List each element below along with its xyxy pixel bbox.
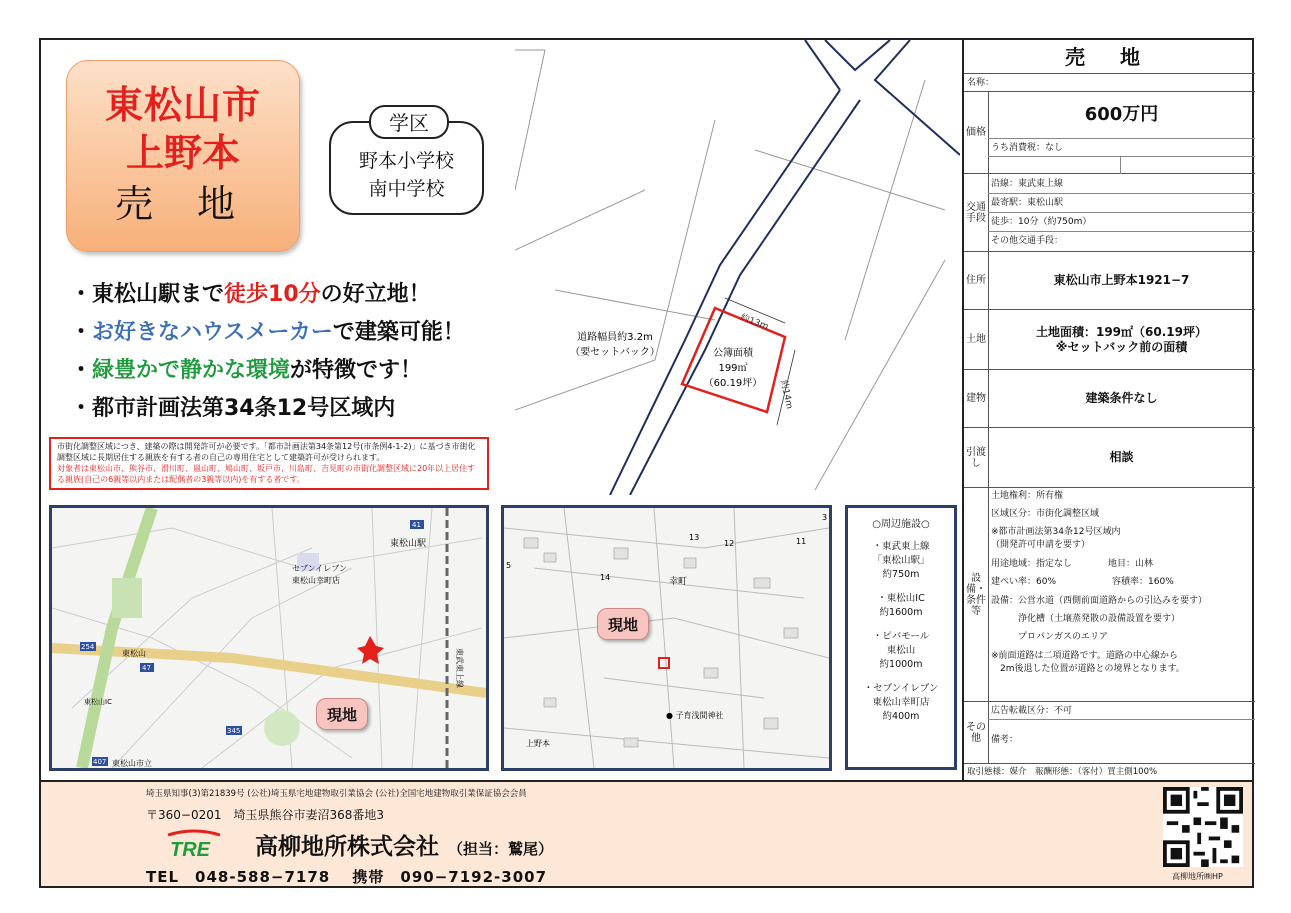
map-area-label: 東松山: [122, 649, 146, 658]
block-3: 3: [822, 513, 828, 522]
route-47: 47: [142, 664, 151, 672]
land-rights: 土地権利：所有権: [991, 491, 1064, 501]
dim-side-label: 約14m: [778, 379, 794, 410]
area-map[interactable]: [49, 505, 489, 771]
remarks: 備考：: [991, 735, 1019, 745]
land-label: 土地: [964, 310, 989, 369]
company-name: 高柳地所株式会社 （担当：鷲尾）: [255, 834, 554, 860]
title-type: 売 地: [114, 182, 252, 226]
spec-header: 売 地: [964, 40, 1255, 74]
title-card: [66, 60, 300, 252]
address-label: 住所: [964, 252, 989, 309]
facility-store: ・セブンイレブン 東松山幸町店 約400m: [863, 683, 939, 722]
equipment-water: 設備：公営水道（西側前面道路からの引込みを要す）: [991, 596, 1208, 606]
spec-name: 名称：: [964, 74, 1255, 92]
contact-person: （担当：鷲尾）: [448, 840, 554, 858]
block-13: 13: [689, 533, 700, 542]
floor-area-ratio: 容積率：160%: [1112, 577, 1174, 587]
urban-note1: ※都市計画法第34条12号区域内: [991, 527, 1121, 537]
bullet-1: ・東松山駅まで徒歩10分の好立地！: [70, 282, 431, 307]
elementary-school: 野本小学校: [358, 150, 454, 172]
spec-land-row: [964, 310, 1255, 370]
price-value: 600万円: [988, 92, 1255, 139]
spec-transport-row: [964, 174, 1255, 252]
road-note1: ※前面道路は二項道路です。道路の中心線から: [991, 651, 1178, 661]
land-category: 地目：山林: [1108, 559, 1154, 569]
building-coverage: 建ぺい率：60%: [991, 577, 1057, 587]
transaction-type: 取引態様：媒介 報酬形態：（客付）買主側100%: [967, 767, 1158, 777]
facility-label: 設備・条件等: [964, 488, 989, 701]
handover-value: 相談: [1109, 450, 1134, 464]
transport-label: 交通手段: [964, 174, 989, 251]
price-tax: うち消費税：なし: [988, 139, 1255, 157]
transport-line: 沿線：東武東上線: [988, 174, 1255, 194]
svg-text:TRE: TRE: [170, 839, 210, 859]
facility-ic: ・東松山IC 約1600m: [877, 593, 925, 618]
facility-mall: ・ピバモール 東松山 約1000m: [872, 631, 930, 670]
map2-area-label: 上野本: [526, 739, 550, 748]
qr-caption: 高柳地所㈱HP: [1172, 872, 1223, 881]
map1-callout: 現地: [316, 698, 368, 730]
route-254: 254: [81, 643, 95, 651]
map-station-label: 東松山駅: [390, 539, 427, 549]
area-tsubo: （60.19坪）: [703, 378, 763, 389]
zoning: 区域区分：市街化調整区域: [991, 509, 1100, 519]
regulation-notice: 市街化調整区域につき、建築の際は開発許可が必要です。「都市計画法第34条第12号(市条例4-1-2)」に基づき市街化調整区域に長期居住する親族を有する者の自己の専用住宅として建築許可が受けられます。 対象者は東松山市、熊谷市、滑川町、嵐山町、鳩山町、坂戸市、川島町、吉見町の市街化調整区域に20年以上居住する親族(自己の6親等以内または配偶者の3親等以内)を有する者です。: [49, 437, 489, 490]
area-title: 公簿面積: [713, 348, 753, 359]
detail-map[interactable]: [501, 505, 832, 771]
area-m2: 199㎡: [718, 363, 748, 374]
title-city: 東松山市: [104, 83, 261, 127]
spec-address-row: [964, 252, 1255, 310]
land-area: 土地面積：199㎡（60.19坪）: [1035, 324, 1207, 339]
block-14: 14: [600, 573, 611, 582]
land-note: ※セットバック前の面積: [1055, 339, 1188, 354]
equipment-septic: 浄化槽（土壌蒸発散の設備設置を要す）: [1018, 614, 1181, 624]
road-setback: （要セットバック）: [570, 347, 660, 358]
qr-code-icon[interactable]: [1163, 787, 1243, 867]
tre-logo-icon: [166, 829, 222, 859]
spec-other-row: [964, 702, 1255, 764]
block-11: 11: [796, 537, 807, 546]
junior-high-school: 南中学校: [368, 178, 445, 200]
transport-other: その他交通手段：: [991, 236, 1064, 246]
ad-reprint: 広告転載区分：不可: [988, 702, 1255, 720]
spec-price-row: [964, 92, 1255, 174]
map-store-label2: 東松山幸町店: [292, 576, 340, 585]
map-store-label: セブンイレブン: [292, 564, 347, 573]
transport-station: 最寄駅：東松山駅: [988, 194, 1255, 213]
block-12: 12: [724, 539, 735, 548]
company-address: 〒360−0201 埼玉県熊谷市妻沼368番地3: [146, 808, 385, 822]
dim-top-label: 約13m: [738, 312, 770, 333]
site-plan: [515, 40, 960, 495]
spec-facility-row: [964, 488, 1255, 702]
facilities-header: ○周辺施設○: [872, 519, 930, 530]
spec-handover-row: [964, 428, 1255, 488]
school-district-label: 学区: [369, 105, 449, 139]
facility-station: ・東武東上線 「東松山駅」 約750m: [872, 541, 930, 580]
bullet-4: ・都市計画法第34条12号区域内: [70, 396, 396, 421]
route-345: 345: [227, 727, 241, 735]
title-town: 上野本: [125, 131, 240, 175]
price-label: 価格: [964, 92, 989, 173]
other-label: その他: [964, 702, 989, 763]
spec-table: [962, 40, 1253, 780]
building-value: 建築条件なし: [1085, 391, 1158, 405]
handover-label: 引渡し: [964, 428, 989, 487]
urban-note2: （開発許可申請を要す）: [991, 540, 1091, 550]
map-ic-label: 東松山IC: [84, 698, 112, 706]
map-line-label: 東武東上線: [455, 648, 464, 688]
road-width: 道路幅員約3.2m: [577, 332, 653, 343]
site-lot-icon: [659, 658, 669, 668]
nearby-facilities: [845, 505, 957, 770]
equipment-gas: プロパンガスのエリア: [1018, 632, 1109, 642]
route-41: 41: [412, 521, 421, 529]
phone-numbers: TEL 048-588−7178 携帯 090−7192-3007: [146, 868, 548, 886]
route-407: 407: [93, 758, 107, 766]
shrine-label: ● 子育浅間神社: [666, 711, 724, 720]
spec-building-row: [964, 370, 1255, 428]
bullet-2: ・お好きなハウスメーカーで建築可能！: [70, 320, 465, 345]
use-zone: 用途地域：指定なし: [991, 559, 1073, 569]
building-label: 建物: [964, 370, 989, 427]
address-value: 東松山市上野本1921−7: [1053, 273, 1190, 287]
block-5: 5: [506, 561, 512, 570]
school-district-box: [329, 111, 484, 215]
license-text: 埼玉県知事(3)第21839号 (公社)埼玉県宅地建物取引業協会 (公社)全国宅地建物取引業保証協会会員: [146, 789, 527, 799]
transport-walk: 徒歩：10分（約750m）: [988, 213, 1255, 232]
map-bottom-label: 東松山市立: [112, 759, 152, 768]
feature-bullets: [70, 276, 465, 428]
road-note2: 2m後退した位置が道路との境界となります。: [1000, 664, 1185, 674]
bullet-3: ・緑豊かで静かな環境が特徴です！: [70, 358, 423, 383]
map2-town-label: 幸町: [669, 577, 688, 587]
lot-outline: [682, 308, 785, 412]
map2-callout: 現地: [597, 608, 649, 640]
